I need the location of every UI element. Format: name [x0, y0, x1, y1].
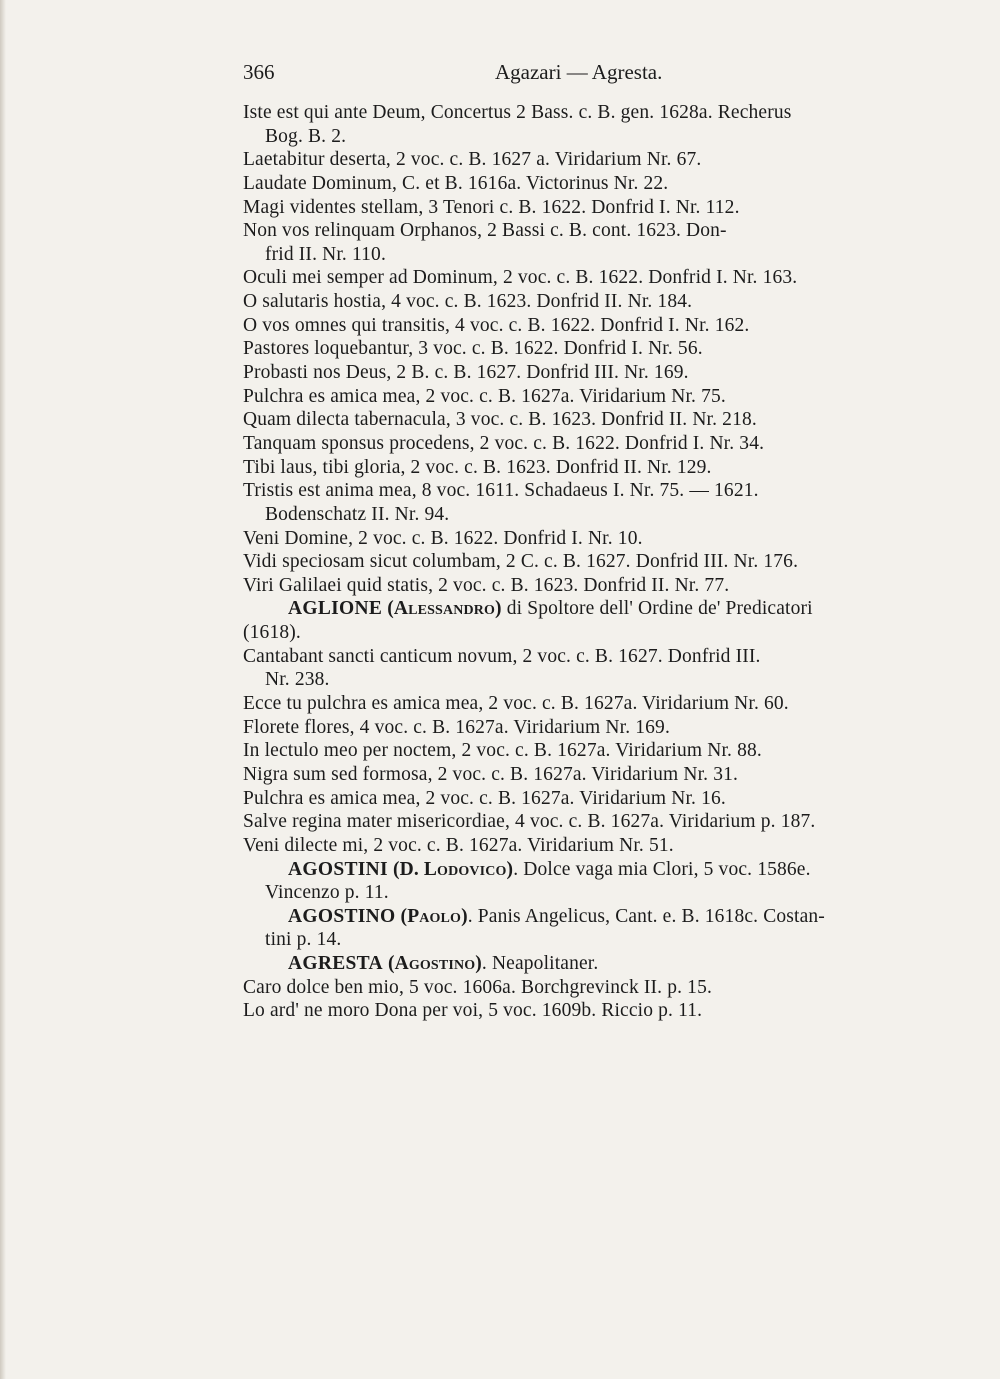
composer-given-name: (Paolo) — [400, 905, 468, 927]
composer-note: . Neapolitaner. — [481, 953, 599, 975]
page-header — [243, 60, 903, 88]
catalog-entry-line: Probasti nos Deus, 2 B. c. B. 1627. Donfrid III. Nr. 169. — [243, 362, 689, 384]
composer-note: . Panis Angelicus, Cant. e. B. 1618c. Costan- — [467, 905, 825, 927]
composer-heading — [243, 858, 905, 882]
composer-given-name: (D. Lodovico) — [392, 858, 514, 880]
catalog-entry-line: Pulchra es amica mea, 2 voc. c. B. 1627a. Viridarium Nr. 16. — [243, 787, 726, 809]
catalog-entry-line: Magi videntes stellam, 3 Tenori c. B. 1622. Donfrid I. Nr. 112. — [243, 196, 740, 218]
composer-given-name: (Alessandro) — [387, 598, 502, 620]
entry-continuation-line: Nr. 238. — [265, 669, 330, 691]
catalog-entry-line: Cantabant sancti canticum novum, 2 voc. c. B. 1627. Donfrid III. — [243, 645, 761, 667]
catalog-entry-line: Tanquam sponsus procedens, 2 voc. c. B. 1622. Donfrid I. Nr. 34. — [243, 432, 765, 454]
composer-name: AGOSTINI — [288, 858, 388, 880]
page-number: 366 — [243, 60, 275, 84]
catalog-entry-line: Veni dilecte mi, 2 voc. c. B. 1627a. Viridarium Nr. 51. — [243, 834, 674, 856]
catalog-entry-line: O salutaris hostia, 4 voc. c. B. 1623. Donfrid II. Nr. 184. — [243, 291, 693, 313]
catalog-entry-line: Salve regina mater misericordiae, 4 voc. c. B. 1627a. Viridarium p. 187. — [243, 811, 816, 833]
catalog-entry-line: Tibi laus, tibi gloria, 2 voc. c. B. 1623. Donfrid II. Nr. 129. — [243, 456, 712, 478]
entry-continuation-line: tini p. 14. — [265, 929, 342, 951]
catalog-entry-line: O vos omnes qui transitis, 4 voc. c. B. 1622. Donfrid I. Nr. 162. — [243, 314, 750, 336]
catalog-entry-line: Quam dilecta tabernacula, 3 voc. c. B. 1623. Donfrid II. Nr. 218. — [243, 409, 757, 431]
catalog-entry-line: Ecce tu pulchra es amica mea, 2 voc. c. B. 1627a. Viridarium Nr. 60. — [243, 693, 789, 715]
catalog-entry-line: Vidi speciosam sicut columbam, 2 C. c. B. 1627. Donfrid III. Nr. 176. — [243, 551, 799, 573]
catalog-entry-line: Nigra sum sed formosa, 2 voc. c. B. 1627a. Viridarium Nr. 31. — [243, 763, 739, 785]
composer-given-name: (Agostino) — [387, 953, 482, 975]
catalog-entry-line: Lo ard' ne moro Dona per voi, 5 voc. 1609b. Riccio p. 11. — [243, 1000, 703, 1022]
catalog-entry-line: Caro dolce ben mio, 5 voc. 1606a. Borchgrevinck II. p. 15. — [243, 976, 712, 998]
entry-continuation-line: frid II. Nr. 110. — [265, 243, 386, 265]
catalog-entry-line: Iste est qui ante Deum, Concertus 2 Bass. c. B. gen. 1628a. Recherus — [243, 102, 792, 123]
catalog-entry-line: In lectulo meo per noctem, 2 voc. c. B. 1627a. Viridarium Nr. 88. — [243, 740, 762, 762]
entry-continuation-line: Bog. B. 2. — [265, 125, 347, 147]
catalog-entry-line: Tristis est anima mea, 8 voc. 1611. Schadaeus I. Nr. 75. — 1621. — [243, 480, 759, 502]
catalog-entry-line: Oculi mei semper ad Dominum, 2 voc. c. B. 1622. Donfrid I. Nr. 163. — [243, 267, 798, 289]
page-edge-shadow — [0, 0, 6, 1379]
composer-name: AGOSTINO — [288, 905, 396, 927]
composer-name: AGRESTA — [288, 953, 383, 975]
catalog-entry-line: Laetabitur deserta, 2 voc. c. B. 1627 a. Viridarium Nr. 67. — [243, 149, 702, 171]
composer-name: AGLIONE — [288, 598, 383, 620]
entry-continuation-line: Vincenzo p. 11. — [265, 882, 389, 904]
composer-heading — [243, 597, 905, 621]
catalog-entry-line: Viri Galilaei quid statis, 2 voc. c. B. 1623. Donfrid II. Nr. 77. — [243, 574, 730, 596]
composer-note: di Spoltore dell' Ordine de' Predicatori — [501, 598, 813, 620]
entry-continuation-line: Bodenschatz II. Nr. 94. — [265, 503, 450, 525]
catalog-entry-line: Veni Domine, 2 voc. c. B. 1622. Donfrid I. Nr. 10. — [243, 527, 643, 549]
composer-heading — [243, 952, 905, 976]
catalog-entry-line: Non vos relinquam Orphanos, 2 Bassi c. B. cont. 1623. Don- — [243, 220, 727, 242]
catalog-entry-line: Florete flores, 4 voc. c. B. 1627a. Viridarium Nr. 169. — [243, 716, 670, 738]
catalog-entry-line: Laudate Dominum, C. et B. 1616a. Victorinus Nr. 22. — [243, 172, 669, 194]
catalog-text — [243, 101, 905, 1023]
composer-note: . Dolce vaga mia Clori, 5 voc. 1586e. — [513, 858, 811, 880]
composer-heading — [243, 905, 905, 929]
catalog-entry-line: (1618). — [243, 622, 301, 644]
running-head: Agazari — Agresta. — [495, 60, 663, 84]
catalog-entry-line: Pastores loquebantur, 3 voc. c. B. 1622. Donfrid I. Nr. 56. — [243, 338, 703, 360]
catalog-entry-line: Pulchra es amica mea, 2 voc. c. B. 1627a. Viridarium Nr. 75. — [243, 385, 726, 407]
